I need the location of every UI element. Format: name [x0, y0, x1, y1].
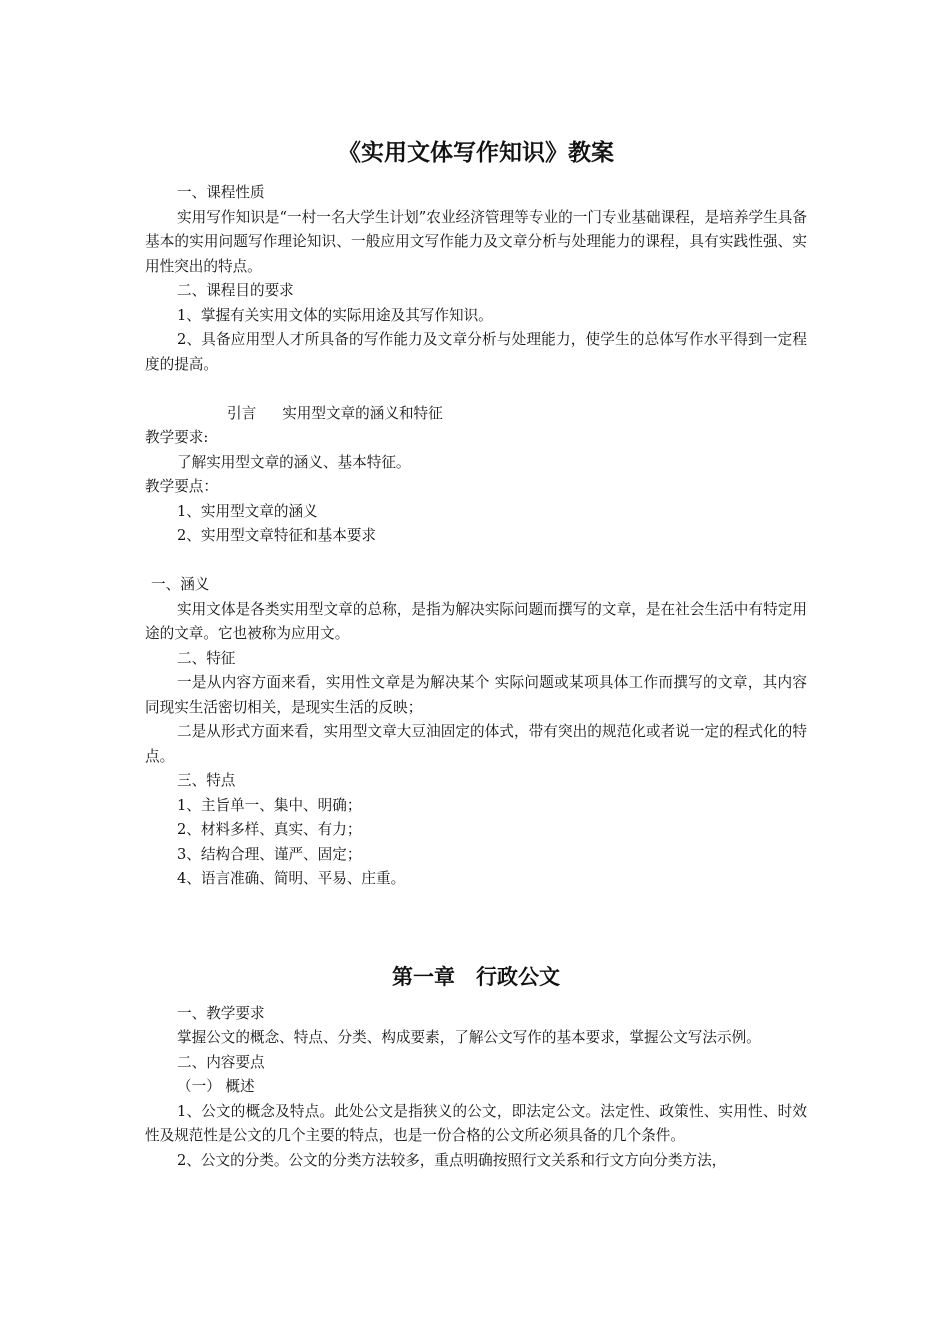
traits-heading: 三、特点	[177, 772, 236, 789]
course-nature-text: 实用写作知识是“一村一名大学生计划”农业经济管理等专业的一门专业基础课程，是培养学生具备基本的实用问题写作理论知识、一般应用文写作能力及文章分析与处理能力的课程，具有实践性强、实用性突出的特点。	[145, 208, 807, 275]
intro-req-label: 教学要求:	[145, 429, 209, 446]
trait-item: 2、材料多样、真实、有力；	[177, 821, 362, 838]
feature-heading: 二、特征	[177, 649, 236, 667]
intro-label: 引言	[227, 404, 257, 422]
document-body	[145, 136, 807, 1173]
intro-points-label: 教学要点：	[145, 478, 218, 495]
feature-item: 一是从内容方面来看，实用性文章是为解决某个 实际问题或某项具体工作而撰写的文章，其内容同现实生活密切相关，是现实生活的反映；	[145, 674, 807, 716]
chapter-req-heading: 一、教学要求	[177, 1004, 265, 1022]
course-goal-item: 1、掌握有关实用文体的实际用途及其写作知识。	[177, 306, 493, 324]
chapter-points-heading: 二、内容要点	[177, 1053, 265, 1071]
course-nature-heading: 一、课程性质	[177, 184, 265, 201]
intro-heading	[145, 402, 807, 427]
chapter-point-item: 2、公文的分类。公文的分类方法较多，重点明确按照行文关系和行文方向分类方法，	[177, 1151, 727, 1169]
course-goal-item: 2、具备应用型人才所具备的写作能力及文章分析与处理能力，使学生的总体写作水平得到一定程度的提高。	[145, 331, 807, 373]
intro-req-text: 了解实用型文章的涵义、基本特征。	[177, 453, 411, 471]
chapter-point-item: 1、公文的概念及特点。此处公文是指狭义的公文，即法定公文。法定性、政策性、实用性、时效性及规范性是公文的几个主要的特点，也是一份合格的公文所必须具备的几个条件。	[145, 1102, 807, 1144]
chapter-title: 第一章 行政公文	[392, 964, 560, 989]
chapter-req-text: 掌握公文的概念、特点、分类、构成要素，了解公文写作的基本要求，掌握公文写法示例。	[177, 1029, 761, 1046]
document-title: 《实用文体写作知识》教案	[338, 140, 614, 166]
intro-point-item: 2、实用型文章特征和基本要求	[177, 527, 377, 544]
feature-item: 二是从形式方面来看，实用型文章大豆油固定的体式，带有突出的规范化或者说一定的程式化的特点。	[145, 723, 807, 765]
spacer	[145, 377, 807, 402]
intro-title: 实用型文章的涵义和特征	[282, 404, 443, 422]
spacer	[145, 892, 807, 960]
meaning-text: 实用文体是各类实用型文章的总称，是指为解决实际问题而撰写的文章，是在社会生活中有特定用途的文章。它也被称为应用文。	[145, 600, 807, 642]
meaning-heading: 一、涵义	[151, 576, 210, 593]
trait-item: 3、结构合理、谨严、固定；	[177, 845, 362, 863]
trait-item: 1、主旨单一、集中、明确；	[177, 796, 362, 814]
chapter-overview-heading: （一） 概述	[177, 1078, 255, 1095]
trait-item: 4、语言准确、简明、平易、庄重。	[177, 870, 406, 887]
intro-point-item: 1、实用型文章的涵义	[177, 502, 318, 520]
course-goal-heading: 二、课程目的要求	[177, 282, 294, 299]
spacer	[145, 549, 807, 574]
